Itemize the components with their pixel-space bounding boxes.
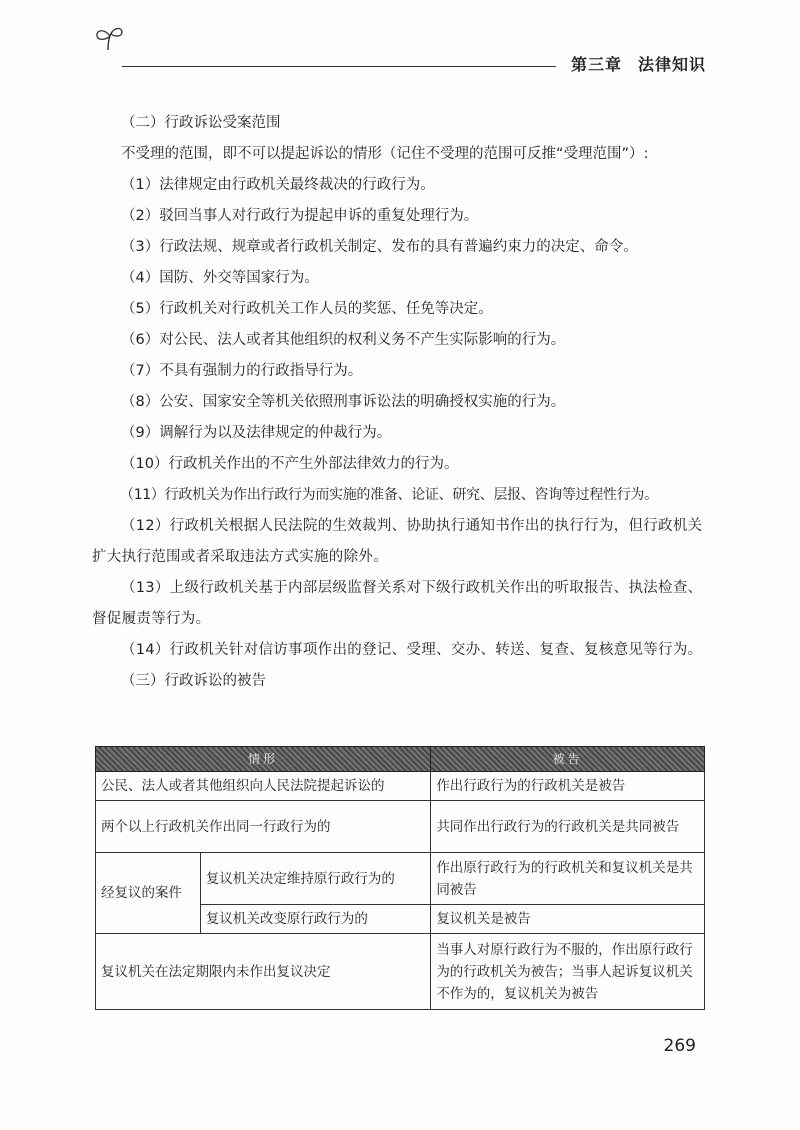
- table-row: [96, 772, 705, 801]
- defendant-cell: 作出原行政行为的行政机关和复议机关是共同被告: [431, 853, 705, 905]
- defendant-cell: 复议机关是被告: [431, 905, 705, 934]
- list-item: （6）对公民、法人或者其他组织的权利义务不产生实际影响的行为。: [121, 332, 566, 348]
- list-item: （9）调解行为以及法律规定的仲裁行为。: [121, 425, 392, 441]
- list-item: （5）行政机关对行政机关工作人员的奖惩、任免等决定。: [121, 301, 493, 317]
- list-item: （4）国防、外交等国家行为。: [121, 270, 319, 286]
- page-number: 269: [663, 1036, 696, 1056]
- table-row: [96, 934, 705, 1010]
- chapter-title: [555, 52, 706, 75]
- list-item: （10）行政机关作出的不产生外部法律效力的行为。: [121, 456, 459, 472]
- list-item: （8）公安、国家安全等机关依照刑事诉讼法的明确授权实施的行为。: [121, 394, 566, 410]
- defendant-cell: 当事人对原行政行为不服的，作出原行政行为的行政机关为被告；当事人起诉复议机关不作为的，复议机关为被告: [431, 934, 705, 1010]
- defendant-table: [95, 746, 705, 1010]
- chapter-number: 第三章: [570, 55, 622, 74]
- section-intro: 不受理的范围，即不可以提起诉讼的情形（记住不受理的范围可反推“受理范围”）:: [121, 146, 649, 162]
- list-item: （7）不具有强制力的行政指导行为。: [121, 363, 363, 379]
- running-header: [92, 22, 706, 74]
- sprout-icon: [92, 24, 126, 54]
- group-cell: 经复议的案件: [96, 853, 201, 934]
- section-heading: （二）行政诉讼受案范围: [121, 115, 281, 131]
- situation-cell: 两个以上行政机关作出同一行政行为的: [96, 801, 431, 853]
- list-item: （3）行政法规、规章或者行政机关制定、发布的具有普遍约束力的决定、命令。: [121, 239, 638, 255]
- list-item: （13）上级行政机关基于内部层级监督关系对下级行政机关作出的听取报告、执法检查、督促履责等行为。: [92, 580, 703, 627]
- body-text: [92, 108, 704, 697]
- situation-cell: 复议机关改变原行政行为的: [200, 905, 430, 934]
- header-rule: [122, 66, 556, 67]
- column-header-situation: 情形: [96, 747, 431, 772]
- column-header-defendant: 被告: [431, 747, 705, 772]
- section-heading: （三）行政诉讼的被告: [121, 673, 266, 689]
- table-row: [96, 801, 705, 853]
- defendant-cell: 作出行政行为的行政机关是被告: [431, 772, 705, 801]
- list-item: （2）驳回当事人对行政行为提起申诉的重复处理行为。: [121, 208, 479, 224]
- situation-cell: 复议机关在法定期限内未作出复议决定: [96, 934, 431, 1010]
- list-item: （12）行政机关根据人民法院的生效裁判、协助执行通知书作出的执行行为，但行政机关扩大执行范围或者采取违法方式实施的除外。: [92, 518, 703, 565]
- list-item: （11）行政机关为作出行政行为而实施的准备、论证、研究、层报、咨询等过程性行为。: [120, 487, 658, 503]
- situation-cell: 复议机关决定维持原行政行为的: [200, 853, 430, 905]
- situation-cell: 公民、法人或者其他组织向人民法院提起诉讼的: [96, 772, 431, 801]
- table-row: [96, 853, 705, 905]
- chapter-name: 法律知识: [637, 55, 706, 74]
- table-header-row: [96, 747, 705, 772]
- defendant-cell: 共同作出行政行为的行政机关是共同被告: [431, 801, 705, 853]
- list-item: （1）法律规定由行政机关最终裁决的行政行为。: [121, 177, 435, 193]
- list-item: （14）行政机关针对信访事项作出的登记、受理、交办、转送、复查、复核意见等行为。: [121, 642, 703, 658]
